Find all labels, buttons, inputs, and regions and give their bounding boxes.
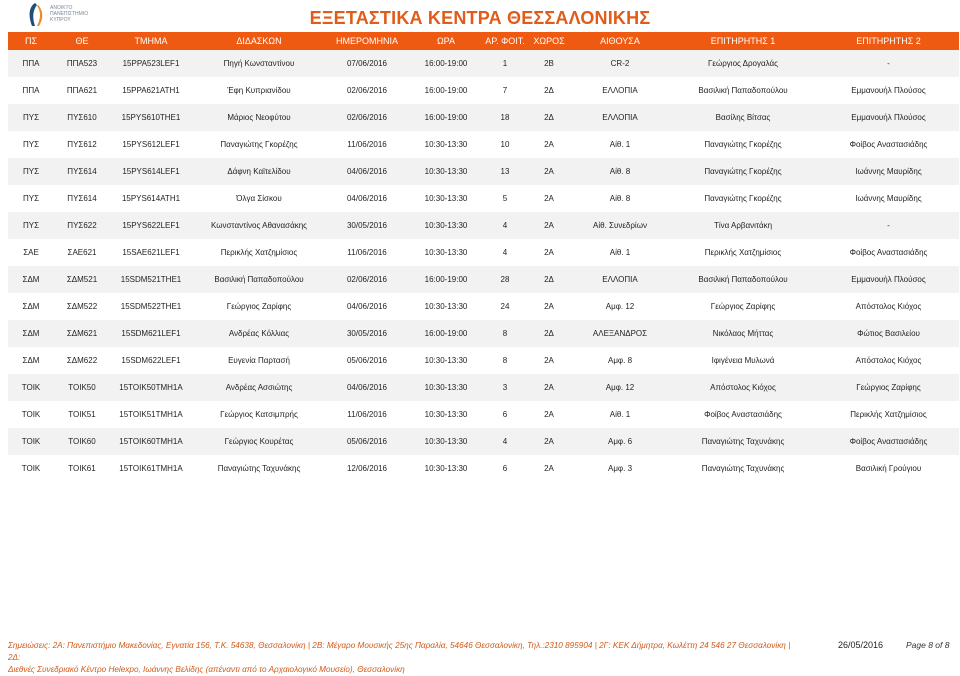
cell-supervisor-2: Απόστολος Κιόχος	[855, 356, 922, 365]
cell-students: 8	[502, 356, 508, 365]
cell-time: 10:30-13:30	[424, 221, 468, 230]
cell-date: 30/05/2016	[346, 221, 388, 230]
cell-venue: 2Β	[544, 59, 554, 68]
cell-instructor: Βασιλική Παπαδοπούλου	[214, 275, 304, 284]
cell-students: 6	[502, 464, 508, 473]
cell-supervisor-1: Γεώργιος Ζαρίφης	[710, 302, 776, 311]
cell-time: 10:30-13:30	[424, 302, 468, 311]
cell-room: Αμφ. 8	[607, 356, 633, 365]
cell-ps: ΠΥΣ	[22, 194, 40, 203]
table-row	[8, 374, 959, 401]
cell-supervisor-1: Φοίβος Αναστασιάδης	[704, 410, 782, 419]
cell-room: Αμφ. 12	[605, 383, 635, 392]
cell-ps: ΤΟΙΚ	[21, 437, 41, 446]
cell-room: Αμφ. 3	[607, 464, 633, 473]
cell-ps: ΠΠΑ	[22, 86, 40, 95]
cell-venue: 2Α	[544, 194, 554, 203]
column-header-ps: ΠΣ	[24, 36, 38, 46]
cell-supervisor-2: Φοίβος Αναστασιάδης	[849, 140, 928, 149]
cell-date: 05/06/2016	[346, 437, 388, 446]
cell-section: 15SDM521THE1	[120, 275, 182, 284]
cell-date: 30/05/2016	[346, 329, 388, 338]
table-row	[8, 455, 959, 482]
cell-section: 15TOIK51TMH1A	[119, 410, 183, 419]
cell-instructor: Γεώργιος Κουρέτας	[224, 437, 294, 446]
table-row	[8, 320, 959, 347]
cell-room: ΕΛΛΟΠΙΑ	[602, 275, 638, 284]
logo-text-line: ΑΝΟΙΚΤΟ	[50, 5, 73, 11]
cell-supervisor-2: Φοίβος Αναστασιάδης	[849, 437, 928, 446]
cell-supervisor-2: Εμμανουήλ Πλούσος	[851, 113, 926, 122]
cell-students: 6	[502, 410, 508, 419]
cell-students: 24	[500, 302, 510, 311]
cell-time: 10:30-13:30	[424, 437, 468, 446]
cell-time: 10:30-13:30	[424, 383, 468, 392]
cell-venue: 2Δ	[544, 86, 554, 95]
cell-instructor: Γεώργιος Κατσιμπρής	[220, 410, 298, 419]
cell-supervisor-2: Εμμανουήλ Πλούσος	[851, 86, 926, 95]
cell-time: 10:30-13:30	[424, 194, 468, 203]
cell-section: 15PYS612LEF1	[122, 140, 180, 149]
cell-time: 10:30-13:30	[424, 356, 468, 365]
column-header-time: ΩΡΑ	[436, 36, 456, 46]
cell-room: ΑΛΕΞΑΝΔΡΟΣ	[592, 329, 648, 338]
cell-supervisor-1: Βασιλική Παπαδοπούλου	[698, 86, 788, 95]
cell-ps: ΠΥΣ	[22, 167, 40, 176]
cell-the: ΣΔΜ622	[66, 356, 98, 365]
cell-ps: ΤΟΙΚ	[21, 383, 41, 392]
cell-date: 04/06/2016	[346, 302, 388, 311]
cell-students: 3	[502, 383, 508, 392]
cell-supervisor-1: Βασίλης Βίτσας	[715, 113, 771, 122]
cell-date: 11/06/2016	[347, 248, 387, 257]
cell-ps: ΣΔΜ	[22, 329, 40, 338]
footer-date: 26/05/2016	[838, 640, 884, 650]
cell-supervisor-1: Παναγιώτης Ταχυνάκης	[701, 437, 785, 446]
table-row	[8, 131, 959, 158]
table-row	[8, 77, 959, 104]
cell-date: 12/06/2016	[346, 464, 388, 473]
cell-venue: 2Α	[544, 464, 554, 473]
cell-instructor: Παναγιώτης Ταχυνάκης	[217, 464, 301, 473]
cell-room: Αίθ. 8	[609, 194, 631, 203]
cell-instructor: Ανδρέας Ασσιώτης	[225, 383, 293, 392]
cell-venue: 2Δ	[544, 329, 554, 338]
cell-time: 10:30-13:30	[424, 167, 468, 176]
cell-students: 8	[502, 329, 508, 338]
cell-supervisor-1: Νικόλαος Μήττας	[712, 329, 774, 338]
column-header-venue: ΧΩΡΟΣ	[533, 36, 565, 46]
cell-time: 10:30-13:30	[424, 464, 468, 473]
cell-supervisor-1: Ιφιγένεια Μυλωνά	[711, 356, 775, 365]
footer-notes	[8, 640, 798, 676]
cell-venue: 2Δ	[544, 275, 554, 284]
cell-section: 15TOIK61TMH1A	[119, 464, 183, 473]
cell-the: ΠΠΑ621	[66, 86, 98, 95]
cell-section: 15SAE621LEF1	[122, 248, 180, 257]
cell-room: Αίθ. 1	[609, 248, 631, 257]
cell-venue: 2Α	[544, 302, 554, 311]
column-header-instructor: ΔΙΔΑΣΚΩΝ	[236, 36, 282, 46]
cell-students: 13	[500, 167, 510, 176]
cell-time: 16:00-19:00	[424, 113, 468, 122]
cell-the: ΠΥΣ622	[67, 221, 97, 230]
cell-supervisor-1: Παναγιώτης Γκορέζης	[704, 140, 782, 149]
cell-the: ΤΟΙΚ61	[68, 464, 96, 473]
cell-ps: ΠΠΑ	[22, 59, 40, 68]
cell-date: 02/06/2016	[346, 275, 388, 284]
cell-section: 15SDM522THE1	[120, 302, 182, 311]
cell-students: 4	[502, 437, 508, 446]
cell-date: 11/06/2016	[347, 410, 387, 419]
cell-students: 1	[502, 59, 508, 68]
cell-the: ΠΥΣ614	[67, 167, 97, 176]
cell-instructor: Περικλής Χατζημίσιος	[220, 248, 298, 257]
cell-date: 05/06/2016	[346, 356, 388, 365]
cell-room: Αμφ. 6	[607, 437, 633, 446]
cell-section: 15TOIK50TMH1A	[119, 383, 183, 392]
cell-supervisor-1: Περικλής Χατζημίσιος	[704, 248, 782, 257]
column-header-supervisor-1: ΕΠΙΤΗΡΗΤΗΣ 1	[710, 36, 776, 46]
cell-supervisor-1: Βασιλική Παπαδοπούλου	[698, 275, 788, 284]
cell-time: 16:00-19:00	[424, 275, 468, 284]
cell-supervisor-1: Απόστολος Κιόχος	[710, 383, 776, 392]
cell-ps: ΠΥΣ	[22, 221, 40, 230]
cell-the: ΣΔΜ522	[66, 302, 98, 311]
cell-supervisor-1: Παναγιώτης Γκορέζης	[704, 194, 782, 203]
cell-instructor: Παναγιώτης Γκορέζης	[220, 140, 298, 149]
table-row	[8, 104, 959, 131]
cell-time: 10:30-13:30	[424, 248, 468, 257]
cell-instructor: Πηγή Κωνσταντίνου	[223, 59, 295, 68]
column-header-the: ΘΕ	[75, 36, 89, 46]
cell-instructor: Ευγενία Παρτασή	[228, 356, 290, 365]
cell-supervisor-2: Φοίβος Αναστασιάδης	[849, 248, 928, 257]
cell-the: ΤΟΙΚ60	[68, 437, 96, 446]
cell-students: 18	[500, 113, 510, 122]
cell-supervisor-2: Φώτιος Βασιλείου	[857, 329, 920, 338]
cell-supervisor-2: Απόστολος Κιόχος	[855, 302, 922, 311]
cell-instructor: Κωνσταντίνος Αθανασάκης	[210, 221, 308, 230]
cell-date: 11/06/2016	[347, 140, 387, 149]
cell-the: ΣΔΜ521	[66, 275, 98, 284]
cell-students: 7	[502, 86, 508, 95]
cell-venue: 2Α	[544, 437, 554, 446]
table-row	[8, 212, 959, 239]
column-header-room: ΑΙΘΟΥΣΑ	[600, 36, 640, 46]
cell-date: 02/06/2016	[346, 113, 388, 122]
cell-the: ΠΥΣ610	[67, 113, 97, 122]
cell-time: 16:00-19:00	[424, 329, 468, 338]
table-row	[8, 401, 959, 428]
cell-the: ΤΟΙΚ50	[68, 383, 96, 392]
cell-section: 15TOIK60TMH1A	[119, 437, 183, 446]
cell-section: 15SDM622LEF1	[121, 356, 181, 365]
cell-room: Αμφ. 12	[605, 302, 635, 311]
table-row	[8, 239, 959, 266]
cell-students: 28	[500, 275, 510, 284]
cell-instructor: Όλγα Σίσκου	[236, 194, 282, 203]
cell-venue: 2Α	[544, 410, 554, 419]
cell-students: 10	[500, 140, 510, 149]
table-row	[8, 428, 959, 455]
cell-instructor: Έφη Κυπριανίδου	[227, 86, 291, 95]
cell-room: Αίθ. 8	[609, 167, 631, 176]
cell-students: 5	[502, 194, 508, 203]
cell-instructor: Ανδρέας Κόλλιας	[228, 329, 290, 338]
cell-ps: ΣΔΜ	[22, 302, 40, 311]
cell-supervisor-1: Παναγιώτης Ταχυνάκης	[701, 464, 785, 473]
cell-ps: ΣΑΕ	[23, 248, 39, 257]
cell-the: ΣΔΜ621	[66, 329, 98, 338]
cell-time: 16:00-19:00	[424, 86, 468, 95]
cell-room: Αίθ. 1	[609, 140, 631, 149]
cell-supervisor-2: Ιωάννης Μαυρίδης	[855, 167, 922, 176]
cell-students: 4	[502, 221, 508, 230]
cell-section: 15PPA621ATH1	[122, 86, 180, 95]
cell-venue: 2Α	[544, 383, 554, 392]
cell-the: ΣΑΕ621	[67, 248, 97, 257]
cell-venue: 2Α	[544, 221, 554, 230]
cell-time: 16:00-19:00	[424, 59, 468, 68]
table-row	[8, 158, 959, 185]
table-row	[8, 266, 959, 293]
cell-supervisor-2: Εμμανουήλ Πλούσος	[851, 275, 926, 284]
cell-time: 10:30-13:30	[424, 410, 468, 419]
cell-supervisor-2: -	[887, 59, 890, 68]
cell-venue: 2Α	[544, 356, 554, 365]
table-row	[8, 50, 959, 77]
cell-supervisor-1: Παναγιώτης Γκορέζης	[704, 167, 782, 176]
cell-date: 07/06/2016	[346, 59, 388, 68]
page-number: Page 8 of 8	[906, 640, 950, 650]
cell-room: ΕΛΛΟΠΙΑ	[602, 86, 638, 95]
cell-ps: ΣΔΜ	[22, 356, 40, 365]
cell-instructor: Γεώργιος Ζαρίφης	[226, 302, 292, 311]
cell-date: 04/06/2016	[346, 383, 388, 392]
cell-date: 04/06/2016	[346, 167, 388, 176]
cell-room: CR-2	[610, 59, 630, 68]
cell-room: ΕΛΛΟΠΙΑ	[602, 113, 638, 122]
cell-the: ΠΥΣ612	[67, 140, 97, 149]
column-header-students: ΑΡ. ΦΟΙΤ.	[485, 36, 525, 46]
cell-the: ΠΠΑ523	[66, 59, 98, 68]
cell-ps: ΠΥΣ	[22, 113, 40, 122]
cell-date: 04/06/2016	[346, 194, 388, 203]
cell-venue: 2Α	[544, 167, 554, 176]
cell-section: 15PYS614ATH1	[121, 194, 181, 203]
cell-time: 10:30-13:30	[424, 140, 468, 149]
cell-section: 15SDM621LEF1	[121, 329, 181, 338]
table-header	[8, 32, 959, 50]
cell-ps: ΤΟΙΚ	[21, 464, 41, 473]
column-header-supervisor-2: ΕΠΙΤΗΡΗΤΗΣ 2	[856, 36, 921, 46]
page-title: ΕΞΕΤΑΣΤΙΚΑ ΚΕΝΤΡΑ ΘΕΣΣΑΛΟΝΙΚΗΣ	[309, 8, 651, 28]
logo-text-line: ΠΑΝΕΠΙΣΤΗΜΙΟ	[50, 11, 89, 17]
cell-venue: 2Δ	[544, 113, 554, 122]
cell-instructor: Δάφνη Καϊτελίδου	[227, 167, 291, 176]
cell-supervisor-2: -	[887, 221, 890, 230]
cell-instructor: Μάριος Νεοφύτου	[227, 113, 291, 122]
cell-section: 15PPA523LEF1	[122, 59, 180, 68]
cell-section: 15PYS610THE1	[121, 113, 181, 122]
footer-notes-line: Διεθνές Συνεδριακό Κέντρο Helexpo, Ιωάννης Βελίδης (απέναντι από το Αρχαιολογικό Μουσείο), Θεσσαλονίκη	[8, 665, 405, 674]
cell-venue: 2Α	[544, 248, 554, 257]
cell-room: Αίθ. Συνεδρίων	[593, 221, 647, 230]
column-header-section: ΤΜΗΜΑ	[134, 36, 168, 46]
cell-ps: ΤΟΙΚ	[21, 410, 41, 419]
footer-notes-line: Σημειώσεις: 2Α: Πανεπιστήμιο Μακεδονίας, Εγνατία 156, Τ.Κ. 54638, Θεσσαλονίκη | 2Β: Μέγαρο Μουσικής 25ης Παραλία, 54646 Θεσσαλονίκη, Τηλ.:2310 895904 | 2Γ: ΚΕΚ Δήμητρα, Κωλέττη 24 546 27 Θεσσαλονίκη | 2Δ:	[8, 641, 791, 662]
cell-section: 15PYS614LEF1	[122, 167, 180, 176]
logo-text-line: ΚΥΠΡΟΥ	[50, 17, 71, 23]
column-header-date: ΗΜΕΡΟΜΗΝΙΑ	[335, 36, 398, 46]
cell-supervisor-2: Βασιλική Γρούγιου	[855, 464, 922, 473]
cell-ps: ΣΔΜ	[22, 275, 40, 284]
cell-supervisor-2: Περικλής Χατζημίσιος	[850, 410, 927, 419]
cell-students: 4	[502, 248, 508, 257]
cell-supervisor-2: Ιωάννης Μαυρίδης	[855, 194, 922, 203]
cell-section: 15PYS622LEF1	[122, 221, 180, 230]
cell-ps: ΠΥΣ	[22, 140, 40, 149]
cell-supervisor-1: Γεώργιος Δρογαλάς	[708, 59, 778, 68]
cell-venue: 2Α	[544, 140, 554, 149]
cell-the: ΤΟΙΚ51	[68, 410, 96, 419]
table-row	[8, 347, 959, 374]
cell-date: 02/06/2016	[346, 86, 388, 95]
cell-room: Αίθ. 1	[609, 410, 631, 419]
cell-supervisor-2: Γεώργιος Ζαρίφης	[856, 383, 921, 392]
cell-supervisor-1: Τίνα Αρβανιτάκη	[713, 221, 773, 230]
table-row	[8, 185, 959, 212]
cell-the: ΠΥΣ614	[67, 194, 97, 203]
table-row	[8, 293, 959, 320]
